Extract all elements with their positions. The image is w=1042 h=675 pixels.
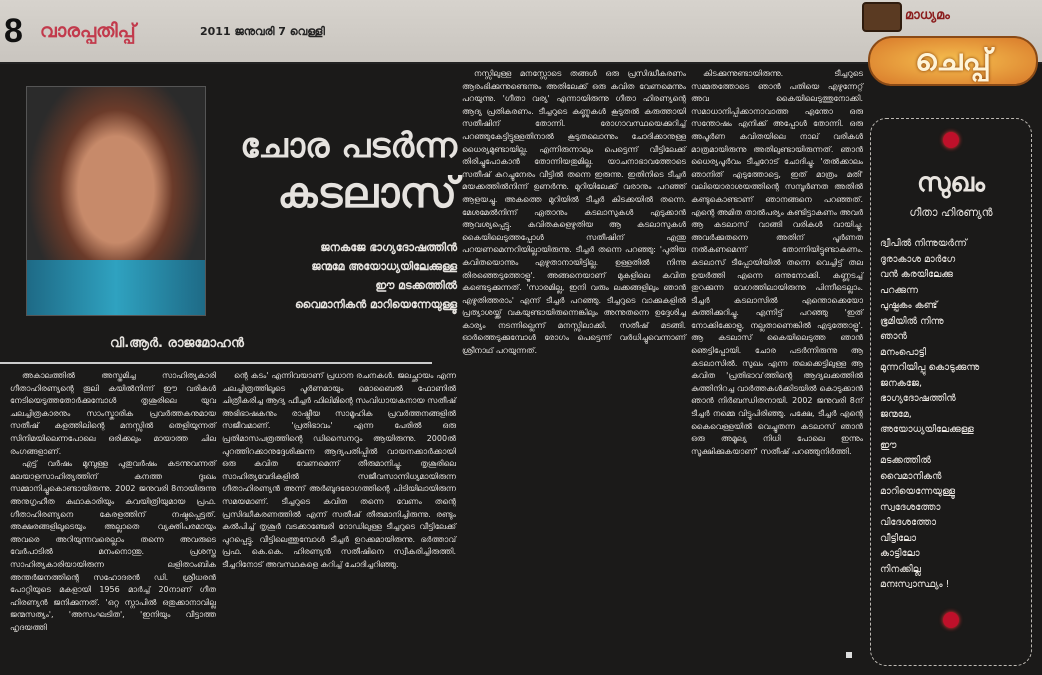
poem-line: ഈ bbox=[880, 439, 897, 451]
body-column-1 bbox=[10, 370, 216, 634]
poem-line: പുഷ്പകം കണ്ട് bbox=[880, 300, 938, 311]
poem-line: വീട്ടിലോ bbox=[880, 532, 917, 544]
poem-line: മനഃസ്വാസ്ഥ്യം ! bbox=[880, 579, 950, 590]
poem-lines bbox=[880, 236, 1030, 593]
subhead-line: ജനകജേ ഭാഗ്യദോഷത്തിൻ bbox=[320, 241, 457, 254]
poem-line: സ്വദേശത്തോ bbox=[880, 501, 941, 513]
publisher-logo: മാധ്യമം bbox=[905, 8, 950, 23]
photo-detail bbox=[27, 260, 205, 315]
poem-line: വൻ കരയിലേക്കു bbox=[880, 269, 953, 280]
poem-line: പറക്കുന്ന bbox=[880, 284, 918, 296]
page-number: 8 bbox=[4, 12, 23, 50]
subheadline bbox=[212, 238, 457, 314]
red-dot-icon bbox=[943, 612, 959, 628]
brand-logo: ചെപ്പ് bbox=[868, 36, 1038, 86]
subhead-line: ജന്മമേ അയോധ്യയിലേക്കുള്ള bbox=[311, 260, 457, 273]
poem-line: വിദേശത്തോ bbox=[880, 517, 937, 528]
headline bbox=[212, 124, 457, 218]
end-mark bbox=[846, 652, 852, 658]
poem-line: മടക്കത്തിൽ bbox=[880, 455, 931, 466]
poem-line: മാറിയെന്നേയുള്ളൂ bbox=[880, 486, 956, 497]
author-photo bbox=[26, 86, 206, 316]
body-column-4 bbox=[691, 68, 863, 458]
poem-line: ഞാൻ bbox=[880, 331, 907, 342]
headline-line-2: കടലാസ് bbox=[277, 168, 457, 217]
paragraph: ന്റെ കടം' എന്നിവയാണ് പ്രധാന രചനകൾ. ജലച്ഛായം എന്ന ചലച്ചിത്രത്തിലൂടെ പൂർണമായും മൊബൈൽ ഫോണിൽ ചിത്രീകരിച്ച ആദ്യ ഫീച്ചർ ഫിലിമിന്റെ സംവിധായകനായ സതീഷ് അഭിഭാഷകനും രാഷ്ട്രീയ സാമൂഹിക പ്രവർത്തനങ്ങളിൽ സജീവമാണ്. 'പ്രതിഭാവം' എന്ന പേരിൽ ഒരു പ്രതിമാസപത്രത്തിന്റെ ഡിസൈനറും ആയിരുന്നു. 2000ൽ പുറത്തിറക്കാനുദ്ദേശിക്കുന്ന ആദ്യപതിപ്പിൽ വായനക്കാർക്കായി ഒരു കവിത വേണമെന്ന് തീരുമാനിച്ചു. തൃശൂരിലെ സാഹിത്യവേദികളിൽ സജീവസാന്നിധ്യമായിരുന്ന ഗീതാഹിരണ്യൻ അന്ന് അർബുദരോഗത്തിന്റെ പിടിയിലായിരുന്ന സമയമാണ്. ടീച്ചറുടെ കവിത തന്നെ വേണം തന്റെ പ്രസിദ്ധീകരണത്തിൽ എന്ന് സതീഷ് തീരുമാനിച്ചിരുന്നു. രണ്ടും കൽപിച്ച് തൃശൂർ വടക്കാഞ്ചേരി റോഡിലുള്ള ടീച്ചറുടെ വീട്ടിലേക്ക് പുറപ്പെട്ടു. വീട്ടിലെത്തുമ്പോൾ ടീച്ചർ ഉറക്കമായിരുന്നു. ഭർത്താവ് പ്രഫ. കെ.കെ. ഹിരണ്യൻ സതീഷിനെ സ്വീകരിച്ചിരുത്തി. ടീച്ചറിനോട് അവസ്ഥകളെ കുറിച്ച് ചോദിച്ചറിഞ്ഞു. bbox=[222, 371, 456, 569]
paragraph: നസ്സിലുള്ള മനസ്സോടെ തങ്ങൾ ഒരു പ്രസിദ്ധീകരണം ആരംഭിക്കുന്നുണ്ടെന്നും അതിലേക്ക് ഒരു കവിത വേണമെന്നും പറയുന്നു. 'ഗീതാ വര്യ' എന്നായിരുന്നു ഗീതാ ഹിരണ്യന്റെ ആദ്യ പ്രതികരണം. ടീച്ചറുടെ കണ്ണുകൾ കൂടുതൽ കരുത്തായി സതീഷിന് തോന്നി. രോഗാവസ്ഥയെക്കുറിച്ച് പറഞ്ഞുകേട്ടിട്ടുള്ളതിനാൽ കൂടുതലൊന്നും ചോദിക്കാനുള്ള ധൈര്യമുണ്ടായില്ല. എന്നിരുന്നാലും പെട്ടെന്ന് വീട്ടിലേക്ക് തിരിച്ചുപോകാൻ തോന്നിയതുമില്ല. യാചനാഭാവത്തോടെ സതീഷ് കുറച്ചുനേരം വീട്ടിൽ തന്നെ ഇരുന്നു. ഇതിനിടെ ടീച്ചർ മയക്കത്തിൽനിന്ന് ഉണർന്നു. മുറിയിലേക്ക് വരാനും പറഞ്ഞ് ആളയച്ചു. അകത്തെ മുറിയിൽ ടീച്ചർ കിടക്കയിൽ തന്നെ. മേശമേൽനിന്ന് ഏതാനും കടലാസുകൾ എടുക്കാൻ ആവശ്യപ്പെട്ടു. കവിതകളെഴുതിയ ആ കടലാസുകൾ കൈയിലെടുത്തപ്പോൾ സതീഷിന് എന്തു പറയണമെന്നറിയില്ലായിരുന്നു. ടീച്ചർ തന്നെ പറഞ്ഞു: 'പുതിയ കവിതയൊന്നും എഴുതാനായിട്ടില്ല. ഉള്ളതിൽ നിന്നു തിരഞ്ഞെടുത്തോളൂ'. അങ്ങനെയാണ് മുകളിലെ കവിത കണ്ടെടുക്കുന്നത്. 'സാരമില്ല, ഇനി വരും ലക്കങ്ങളിലും ഞാൻ എഴുതിത്തരാം' എന്ന് ടീച്ചർ പറഞ്ഞു. ടീച്ചറുടെ വാക്കുകളിൽ പ്രത്യാശയ്ക്ക് വകയുണ്ടായിരുന്നെങ്കിലും അന്നുതന്നെ ഉദ്ദേശിച്ച കാര്യം നടന്നില്ലെന്ന് മനസ്സിലാക്കി. സതീഷ് മടങ്ങി. ഓർത്തെടുക്കുമ്പോൾ രോഗം പെട്ടെന്ന് വർധിച്ചുവെന്നാണ് ശ്രീനാഥ് പറയുന്നത്. bbox=[462, 69, 686, 356]
divider bbox=[0, 362, 432, 364]
headline-line-1: ചോര പടർന്ന bbox=[240, 126, 457, 166]
poem-line: മുന്നറിയിപ്പു കൊടുക്കുന്നു bbox=[880, 362, 980, 373]
body-column-2 bbox=[222, 370, 456, 572]
red-dot-icon bbox=[943, 132, 959, 148]
poem-line: മനംപൊട്ടി bbox=[880, 346, 927, 358]
poem-author: ഗീതാ ഹിരണ്യൻ bbox=[909, 206, 993, 219]
poem-line: ജന്മമേ, bbox=[880, 408, 912, 420]
poem-line: വൈമാനികൻ bbox=[880, 470, 942, 482]
subhead-line: ഈ മടക്കത്തിൽ bbox=[375, 279, 457, 292]
treasure-chest-icon bbox=[862, 2, 902, 32]
paragraph: അകാലത്തിൽ അസ്തമിച്ച സാഹിത്യകാരി ഗീതാഹിരണ്യന്റെ തൂലി കയിൽനിന്ന് ഈ വരികൾ നേടിയെടുത്തതോർക്കുമ്പോൾ തൃശൂരിലെ യുവ ചലച്ചിത്രകാരനും സാംസ്കാരിക പ്രവർത്തകനുമായ സതീഷ് കളത്തിലിന്റെ മനസ്സിൽ തെളിയുന്നത് സിനിമയിലെന്നപോലെ ഒരിക്കലും മായാത്ത ചില രംഗങ്ങളാണ്. bbox=[10, 371, 216, 456]
poem-line: ഭാഗ്യദോഷത്തിൻ bbox=[880, 393, 956, 404]
poem-line: ജനകജേ, bbox=[880, 377, 922, 389]
paragraph: എട്ട് വർഷം മുമ്പുള്ള പുതുവർഷം കടന്നുവന്നത് മലയാളസാഹിത്യത്തിന് കനത്ത ദുഃഖം സമ്മാനിച്ചുകൊണ്ടായിരുന്നു. 2002 ജനുവരി 8നായിരുന്നു അനുഗൃഹീത കഥാകാരിയും കവയിത്രിയുമായ പ്രഫ. ഗീതാഹിരണ്യനെ കേരളത്തിന് നഷ്ടപ്പെട്ടത്. അക്ഷരങ്ങളിലൂടെയും അല്ലാതെ വ്യക്തിപരമായും അവരെ അറിയുന്നവരെല്ലാം തന്നെ അവരുടെ വേർപാടിൽ മനംനൊന്തു. പ്രശസ്ത സാഹിത്യകാരിയായിരുന്ന ലളിതാംബിക അന്തർജനത്തിന്റെ സഹോദരൻ ഡി. ശ്രീധരൻ പോറ്റിയുടെ മകളായി 1956 മാർച്ച് 20നാണ് ഗീത ഹിരണ്യൻ ജനിക്കുന്നത്. 'ഒറ്റ സ്നാപിൽ ഒതുക്കാനാവില്ല ജന്മസത്യം', 'അസംഘടിത', 'ഇനിയും വീട്ടാത്ത ഹൃദയത്തി bbox=[10, 459, 216, 632]
poem-line: ദ്വീപിൽ നിന്നുയർന്ന് bbox=[880, 238, 967, 249]
poem-line: ഭൂമിയിൽ നിന്നു bbox=[880, 315, 944, 327]
poem-line: കാട്ടിലോ bbox=[880, 548, 920, 559]
section-title: വാരപ്പതിപ്പ് bbox=[40, 20, 136, 42]
byline: വി.ആർ. രാജമോഹൻ bbox=[110, 336, 244, 351]
poem-line: നിനക്കില്ല bbox=[880, 563, 921, 575]
poem-title: സുഖം bbox=[917, 168, 985, 198]
poem-line: ദൂരാകാശ മാർഗേ bbox=[880, 253, 956, 265]
body-column-3 bbox=[462, 68, 686, 358]
poem-line: അയോധ്യയിലേക്കുള്ള bbox=[880, 424, 974, 435]
subhead-line: വൈമാനികൻ മാറിയെന്നേയുള്ളൂ bbox=[295, 298, 457, 311]
paragraph: കിടക്കുന്നുണ്ടായിരുന്നു. ടീച്ചറുടെ സമ്മതത്തോടെ ഞാൻ പതിയെ എഴുന്നേറ്റ് അവ കൈയിലെടുത്തുനോക്കി. സമാധാനിപ്പിക്കാനാവാത്ത എന്തോ ഒരു സന്തോഷം എനിക്ക് അപ്പോൾ തോന്നി. ഒരു അപൂർണ കവിതയിലെ നാല് വരികൾ മാത്രമായിരുന്നു അതിലുണ്ടായിരുന്നത്. ഞാൻ ധൈര്യപൂർവം ടീച്ചറോട് ചോദിച്ചു. 'തൽക്കാലം ഞാനിത് എടുത്തോട്ടെ, ഇത് മാത്രം മതി' വലിയൊരാശയത്തിന്റെ സമ്പൂർണത അതിൽ കണ്ടുകൊണ്ടാണ് ഞാനങ്ങനെ പറഞ്ഞത്. എന്റെ അമിത താൽപര്യം കണ്ടിട്ടാകണം അവർ ആ കടലാസ് വാങ്ങി വരികൾ വായിച്ചു. അവർക്കുതന്നെ അതിന് പൂർണത നൽകണമെന്ന് തോന്നിയിട്ടുണ്ടാകണം. കടലാസ് ടീപ്പോയിയിൽ തന്നെ വെച്ചിട്ട് തല ഉയർത്തി എന്നെ ഒന്നുനോക്കി. കണ്ണടച്ച് തുറക്കുന്ന വേഗത്തിലായിരുന്നു പിന്നീടെല്ലാം. ടീച്ചർ കടലാസിൽ എന്തൊക്കെയോ കുത്തിക്കുറിച്ചു. എന്നിട്ട് പറഞ്ഞു 'ഇത് നോക്കിക്കോളൂ, നല്ലതാണെങ്കിൽ എടുത്തോളൂ'. ആ കടലാസ് കൈയിലെടുത്ത ഞാൻ ഞെട്ടിപ്പോയി. ചോര പടർന്നിരുന്നു ആ കടലാസിൽ. സുഖം എന്ന തലക്കെട്ടിലുള്ള ആ കവിത 'പ്രതിഭാവ'ത്തിന്റെ ആദ്യലക്കത്തിൽ കുത്തിനിറച്ച വാർത്തകൾക്കിടയിൽ കൊടുക്കാൻ ഞാൻ നിർബന്ധിതനായി. 2002 ജനുവരി 8ന് ടീച്ചർ നമ്മെ വിട്ടുപിരിഞ്ഞു. പക്ഷേ, ടീച്ചർ എന്റെ കൈവെള്ളയിൽ വെച്ചുതന്ന കടലാസ് ഞാൻ ഒരു അമൂല്യ നിധി പോലെ ഇന്നും സൂക്ഷിക്കുകയാണ്' സതീഷ് പറഞ്ഞുനിർത്തി. bbox=[691, 69, 863, 456]
issue-date: 2011 ജനുവരി 7 വെള്ളി bbox=[200, 25, 325, 38]
